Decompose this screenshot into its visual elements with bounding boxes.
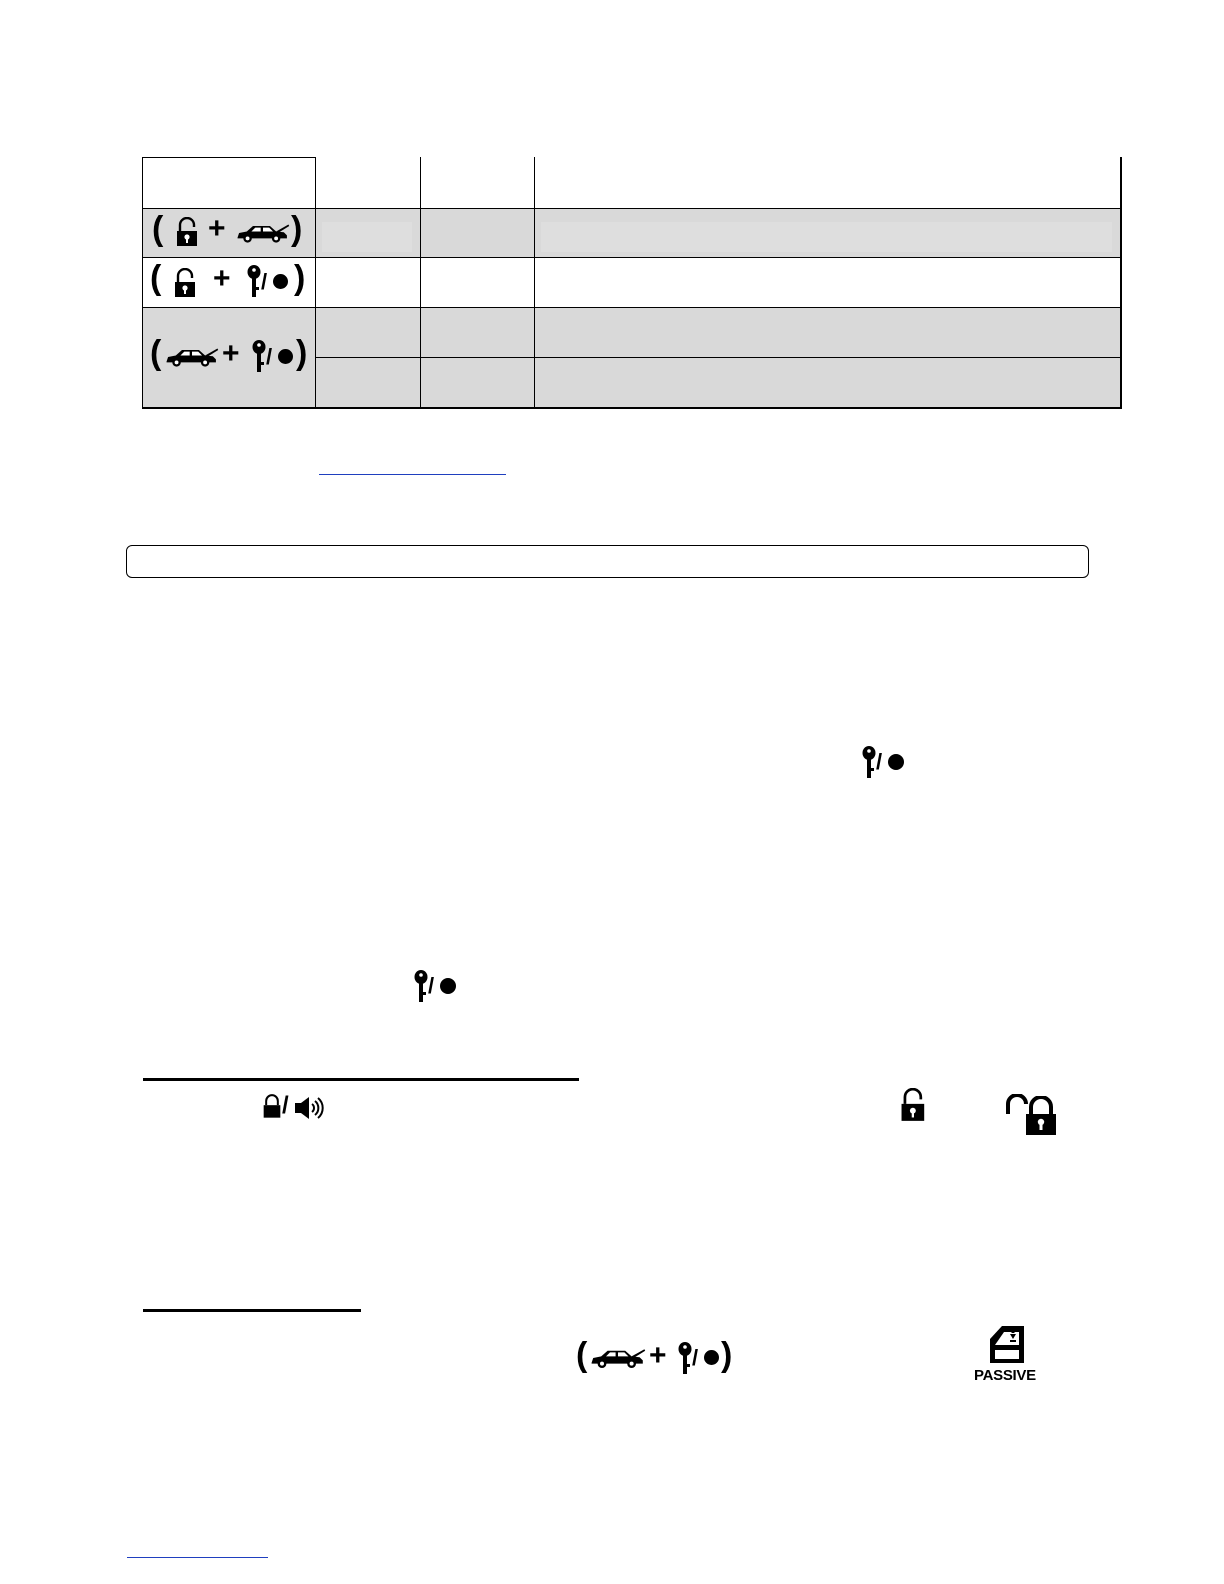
plus-sign: + [213, 262, 231, 295]
footer-link[interactable] [127, 1557, 268, 1558]
unlock-icon [176, 217, 200, 247]
paren-close: ) [294, 259, 306, 297]
unlock-icon [900, 1088, 928, 1122]
lock-sound-icon: / [262, 1092, 326, 1122]
paren-open: ( [150, 334, 162, 372]
trunk-key-combo: ( + / ) [576, 1336, 733, 1374]
passive-label: PASSIVE [974, 1367, 1036, 1384]
paren-close: ) [291, 210, 303, 248]
trunk-icon [165, 345, 219, 369]
paren-open: ( [152, 210, 164, 248]
plus-sign: + [222, 337, 240, 370]
trunk-icon [236, 221, 290, 245]
passive-door-icon [972, 1323, 1044, 1387]
double-unlock-icon [1005, 1092, 1060, 1136]
table-cell-highlight [541, 222, 1112, 252]
heading-underline [143, 1078, 579, 1081]
hyperlink[interactable] [319, 474, 506, 475]
unlock-icon [174, 268, 198, 298]
key-stop-icon: / [414, 970, 464, 1004]
plus-sign: + [208, 212, 226, 245]
paren-close: ) [296, 334, 308, 372]
table-cell-highlight [322, 222, 412, 252]
heading-underline [143, 1309, 361, 1312]
paren-open: ( [150, 259, 162, 297]
key-stop-icon: / [247, 265, 297, 299]
section-header-box [126, 545, 1089, 578]
key-stop-icon: / [862, 746, 912, 780]
key-stop-icon: / [252, 340, 302, 374]
